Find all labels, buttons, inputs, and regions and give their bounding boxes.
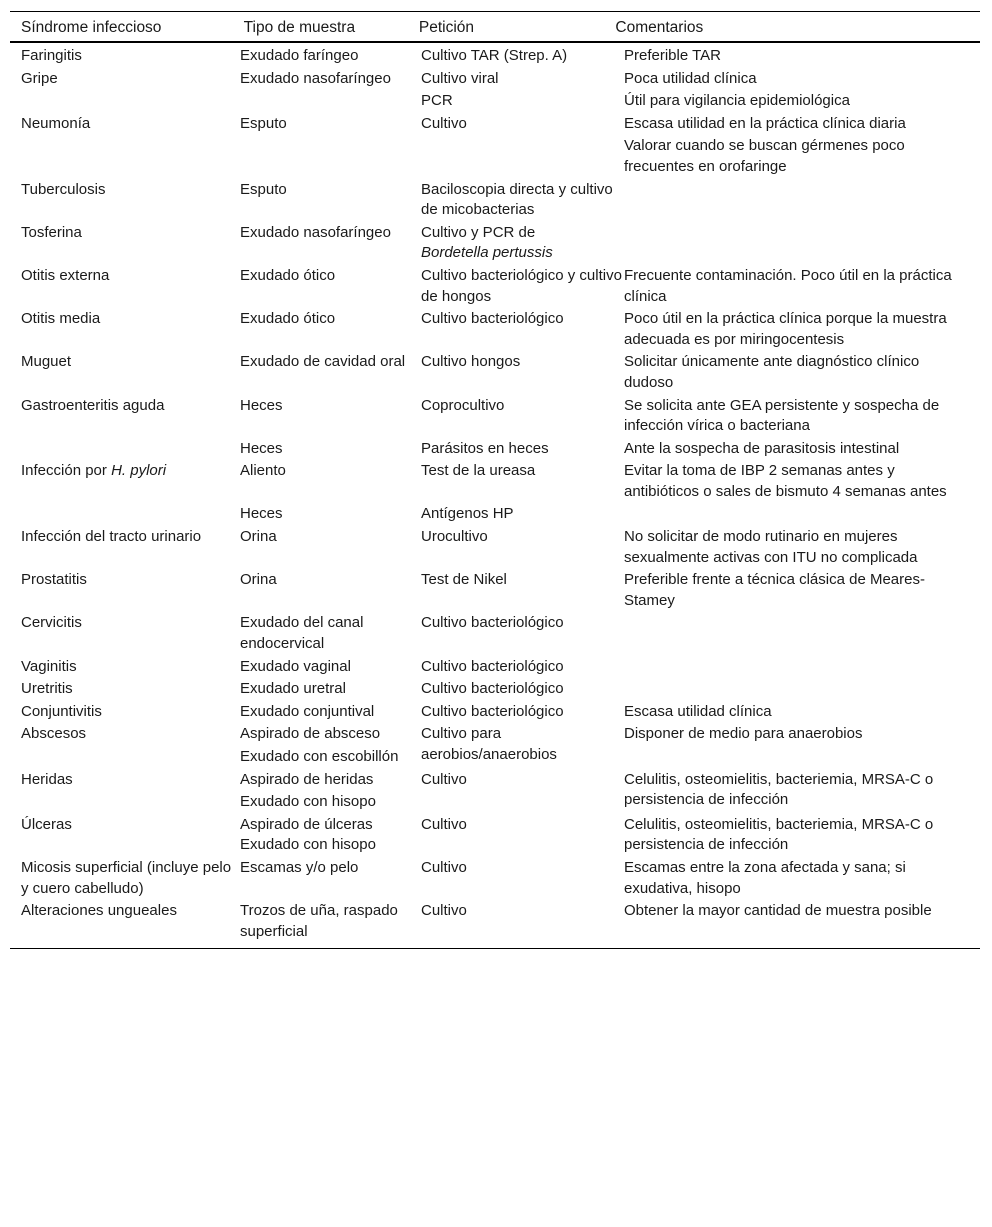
sample-text: Esputo [240,180,287,198]
request-text: Cultivo [421,114,467,132]
sample-text: Esputo [240,114,287,132]
syndrome-italic-text: H. pylori [111,462,167,480]
sample-text: Exudado nasofaríngeo [240,223,391,241]
comment-text: Escamas entre la zona afectada y sana; si exudativa, hisopo [624,858,906,897]
table-row [10,722,980,767]
cell-syndrome [10,67,240,90]
request-text: Cultivo bacteriológico [421,657,564,675]
cell-request [421,437,624,460]
cell-comments [624,394,980,437]
table-row [10,611,980,654]
cell-sample-type [240,768,421,813]
comment-text: No solicitar de modo rutinario en mujeres sexualmente activas con ITU no complicada [624,528,918,566]
request-italic-text: Bordetella pertussis [421,244,553,262]
cell-syndrome [10,813,240,856]
request-text: Baciloscopia directa y cultivo de micobacterias [421,180,613,219]
cell-syndrome [10,437,240,460]
sample-text: Orina [240,528,277,546]
cell-comments [624,459,980,502]
comment-text-2: Valorar cuando se buscan gérmenes poco frecuentes en orofaringe [624,137,905,175]
cell-sample-type [240,677,421,700]
comment-text: Celulitis, osteomielitis, bacteriemia, MRSA-C o persistencia de infección [624,770,934,809]
sample-text: Heces [240,505,283,523]
request-text: Cultivo bacteriológico [421,310,564,328]
syndrome-text: Tosferina [21,223,82,241]
sample-text: Orina [240,571,277,589]
comment-text: Disponer de medio para anaerobios [624,725,863,743]
cell-comments [624,221,980,264]
cell-syndrome [10,899,240,942]
sample-text: Exudado uretral [240,680,346,698]
cell-syndrome [10,611,240,654]
request-text: Cultivo y PCR de [421,223,536,241]
table-row [10,67,980,90]
cell-sample-type [240,611,421,654]
sample-text: Exudado del canal endocervical [240,614,364,653]
comment-text: Poca utilidad clínica [624,69,757,87]
cell-comments [624,700,980,723]
request-text: Coprocultivo [421,396,505,414]
header-sample-type: Tipo de muestra [243,19,356,36]
request-text: Antígenos HP [421,505,514,523]
syndrome-text: Cervicitis [21,614,82,632]
table-row [10,112,980,178]
table-row [10,856,980,899]
table-row [10,89,980,112]
cell-sample-type [240,350,421,393]
table-row [10,502,980,525]
syndrome-text: Vaginitis [21,657,77,675]
syndrome-text: Uretritis [21,680,73,698]
cell-sample-type [240,502,421,525]
cell-sample-type [240,813,421,856]
comment-text: Se solicita ante GEA persistente y sospecha de infección vírica o bacteriana [624,396,940,435]
table-header [10,12,980,43]
syndrome-text: Muguet [21,353,72,371]
table-row [10,568,980,611]
cell-sample-type [240,307,421,350]
cell-sample-type [240,44,421,67]
cell-request [421,394,624,437]
sample-text: Exudado faríngeo [240,47,359,64]
cell-request [421,350,624,393]
cell-comments [624,568,980,611]
table-row [10,677,980,700]
cell-sample-type [240,67,421,90]
request-text: PCR [421,92,453,110]
table-row [10,459,980,502]
cell-request [421,611,624,654]
cell-request [421,67,624,90]
cell-syndrome [10,856,240,899]
cell-comments [624,525,980,568]
syndrome-text: Heridas [21,770,73,788]
request-text: Cultivo viral [421,69,499,87]
cell-syndrome [10,568,240,611]
table-row [10,350,980,393]
request-text: Cultivo bacteriológico [421,702,564,720]
cell-syndrome [10,459,240,502]
cell-sample-type [240,264,421,307]
request-text: Urocultivo [421,528,488,546]
request-text: Cultivo [421,770,467,788]
cell-sample-type [240,525,421,568]
comment-text: Ante la sospecha de parasitosis intestinal [624,439,900,457]
cell-syndrome [10,350,240,393]
comment-text: Solicitar únicamente ante diagnóstico clínico dudoso [624,353,920,391]
table-row [10,655,980,678]
cell-request [421,568,624,611]
cell-syndrome [10,178,240,221]
cell-request [421,525,624,568]
cell-comments [624,178,980,221]
sample-text: Exudado ótico [240,266,336,284]
comment-text: Celulitis, osteomielitis, bacteriemia, MRSA-C o persistencia de infección [624,815,934,854]
syndrome-text: Gastroenteritis aguda [21,396,165,414]
syndrome-text: Micosis superficial (incluye pelo y cuero cabelludo) [21,858,232,897]
comment-text: Obtener la mayor cantidad de muestra posible [624,902,932,920]
cell-request [421,221,624,264]
header-syndrome: Síndrome infeccioso [21,19,162,36]
cell-comments [624,655,980,678]
table-row [10,437,980,460]
table-row [10,44,980,67]
cell-sample-type [240,221,421,264]
request-text: Cultivo [421,858,467,876]
syndrome-text: Tuberculosis [21,180,106,198]
cell-request [421,655,624,678]
header-request: Petición [418,19,475,36]
comment-text: Frecuente contaminación. Poco útil en la práctica clínica [624,266,952,305]
cell-request [421,768,624,813]
comment-text: Preferible TAR [624,47,721,64]
syndrome-text: Otitis externa [21,266,110,284]
cell-syndrome [10,264,240,307]
cell-comments [624,768,980,813]
sample-text: Aspirado de heridas [240,770,374,788]
cell-request [421,677,624,700]
cell-syndrome [10,700,240,723]
cell-sample-type [240,568,421,611]
cell-comments [624,502,980,525]
cell-comments [624,307,980,350]
cell-syndrome [10,502,240,525]
cell-request [421,856,624,899]
cell-sample-type [240,899,421,942]
sample-text: Exudado conjuntival [240,702,375,720]
request-text: Parásitos en heces [421,439,549,457]
sample-text: Exudado vaginal [240,657,351,675]
cell-syndrome [10,655,240,678]
request-text: Cultivo TAR (Strep. A) [421,47,568,64]
comment-text: Preferible frente a técnica clásica de Meares-Stamey [624,571,925,609]
syndrome-text: Otitis media [21,310,101,328]
cell-syndrome [10,394,240,437]
table-row [10,178,980,221]
table-row [10,813,980,856]
sample-text: Exudado nasofaríngeo [240,69,391,87]
cell-request [421,459,624,502]
cell-comments [624,856,980,899]
sample-text: Heces [240,439,283,457]
cell-comments [624,677,980,700]
request-text: Cultivo bacteriológico [421,680,564,698]
header-comments: Comentarios [615,19,704,36]
cell-request [421,178,624,221]
syndrome-text: Infección por [21,462,112,480]
cell-request [421,502,624,525]
cell-request [421,813,624,856]
cell-request [421,307,624,350]
cell-comments [624,112,980,178]
table-row [10,307,980,350]
request-text: Cultivo bacteriológico y cultivo de hongos [421,266,622,305]
syndrome-text: Alteraciones ungueales [21,902,177,920]
cell-sample-type [240,112,421,178]
syndrome-text: Infección del tracto urinario [21,528,202,546]
cell-sample-type [240,722,421,767]
table-row [10,264,980,307]
request-text: Cultivo hongos [421,353,521,371]
data-table [10,11,980,949]
cell-sample-type [240,437,421,460]
cell-comments [624,611,980,654]
syndrome-text: Abscesos [21,725,87,743]
request-text: Cultivo [421,902,467,920]
cell-sample-type [240,178,421,221]
comment-text: Evitar la toma de IBP 2 semanas antes y antibióticos o sales de bismuto 4 semanas antes [624,462,947,500]
request-text: Test de Nikel [421,571,507,589]
sample-text: Exudado ótico [240,310,336,328]
table-row [10,899,980,942]
comment-text: Útil para vigilancia epidemiológica [624,92,850,110]
sample-text-2: Exudado con hisopo [240,793,376,811]
table-row [10,525,980,568]
comment-text: Escasa utilidad clínica [624,702,772,720]
cell-comments [624,264,980,307]
cell-syndrome [10,722,240,767]
cell-request [421,722,624,767]
cell-syndrome [10,112,240,178]
cell-syndrome [10,768,240,813]
cell-request [421,112,624,178]
cell-syndrome [10,89,240,112]
table-row [10,221,980,264]
cell-syndrome [10,307,240,350]
sample-text: Heces [240,396,283,414]
cell-syndrome [10,221,240,264]
cell-comments [624,89,980,112]
cell-sample-type [240,655,421,678]
cell-request [421,700,624,723]
syndrome-text: Úlceras [21,815,72,833]
cell-sample-type [240,394,421,437]
comment-text: Escasa utilidad en la práctica clínica diaria [624,114,906,132]
cell-comments [624,44,980,67]
cell-comments [624,813,980,856]
cell-sample-type [240,459,421,502]
request-text: Test de la ureasa [421,462,536,480]
syndrome-text: Prostatitis [21,571,87,589]
comment-text: Poco útil en la práctica clínica porque la muestra adecuada es por miringocentesis [624,310,947,348]
cell-request [421,264,624,307]
cell-request [421,44,624,67]
cell-comments [624,67,980,90]
cell-comments [624,350,980,393]
request-text: Cultivo para aerobios/anaerobios [421,725,557,763]
table-row [10,394,980,437]
sample-text: Trozos de uña, raspado superficial [240,902,398,940]
table-body [10,43,980,948]
sample-text: Exudado de cavidad oral [240,353,406,371]
cell-sample-type [240,700,421,723]
syndrome-text: Gripe [21,69,58,87]
cell-sample-type [240,856,421,899]
sample-text-2: Exudado con escobillón [240,748,399,765]
table-row [10,768,980,813]
cell-syndrome [10,44,240,67]
cell-comments [624,437,980,460]
cell-comments [624,722,980,767]
sample-text: Aspirado de úlceras Exudado con hisopo [240,815,376,854]
sample-text: Aliento [240,462,286,480]
request-text: Cultivo [421,815,467,833]
cell-comments [624,899,980,942]
sample-text: Aspirado de absceso [240,725,381,743]
syndrome-text: Neumonía [21,114,91,132]
cell-request [421,89,624,112]
cell-syndrome [10,525,240,568]
syndrome-text: Conjuntivitis [21,702,102,720]
cell-request [421,899,624,942]
syndrome-text: Faringitis [21,47,82,64]
cell-sample-type [240,89,421,112]
sample-text: Escamas y/o pelo [240,858,359,876]
request-text: Cultivo bacteriológico [421,614,564,632]
table-row [10,700,980,723]
cell-syndrome [10,677,240,700]
